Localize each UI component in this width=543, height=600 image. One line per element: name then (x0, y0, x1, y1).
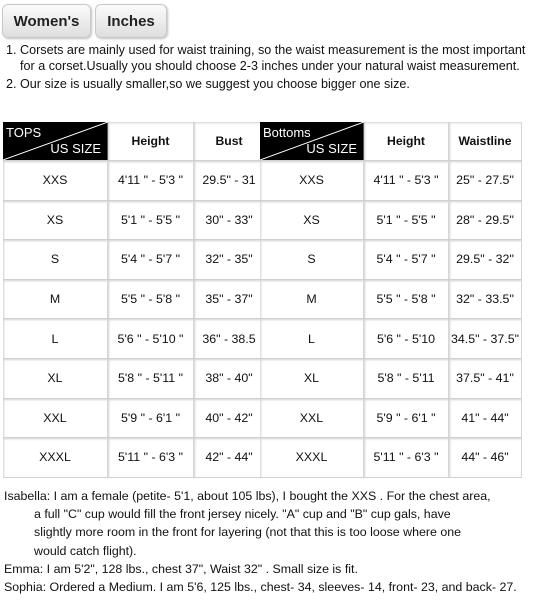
unit-tabs (2, 4, 167, 38)
measure-cell: 29.5" - 31 (194, 161, 265, 200)
size-cell: XXL (3, 399, 108, 438)
bust-header: Bust (194, 122, 265, 160)
height-cell: 5'1 " - 5'5 " (364, 201, 449, 240)
table-row (260, 359, 522, 399)
table-row (3, 201, 265, 241)
size-cell: L (260, 319, 364, 358)
table-row (260, 240, 522, 280)
table-row (3, 399, 265, 439)
measure-cell: 41" - 44" (449, 399, 522, 438)
height-cell: 5'9 " - 6'1 " (364, 399, 449, 438)
tops-size-table (3, 122, 265, 478)
tops-corner-header (3, 122, 108, 160)
height-cell: 5'5 " - 5'8 " (364, 280, 449, 319)
table-row (3, 161, 265, 201)
size-cell: XL (3, 359, 108, 398)
height-header: Height (364, 122, 449, 160)
size-cell: XXXL (3, 438, 108, 477)
table-row (260, 161, 522, 201)
size-cell: XXS (3, 161, 108, 200)
review-line: slightly more room in the front for layering (not that this is too loose where one (34, 525, 461, 540)
us-size-label: US SIZE (50, 141, 101, 156)
height-cell: 4'11 " - 5'3 " (364, 161, 449, 200)
measure-cell: 36" - 38.5 (194, 319, 265, 358)
table-row (3, 438, 265, 478)
review-isabella (4, 487, 542, 560)
measure-cell: 29.5" - 32" (449, 240, 522, 279)
height-cell: 5'4 " - 5'7 " (108, 240, 194, 279)
measure-cell: 38" - 40" (194, 359, 265, 398)
tab-inches[interactable]: Inches (95, 4, 167, 38)
table-row (3, 319, 265, 359)
note-text: Corsets are mainly used for waist training, so the waist measurement is the most important for a corset.Usually you should choose 2-3 inches under your natural waist measurement. (20, 43, 526, 73)
table-row (260, 399, 522, 439)
review-line: Isabella: I am a female (petite- 5'1, about 105 lbs), I bought the XXS . For the chest area, (4, 489, 491, 503)
note-number: 1. (6, 43, 17, 57)
table-row (260, 201, 522, 241)
height-cell: 5'6 " - 5'10 (364, 319, 449, 358)
size-cell: XXXL (260, 438, 364, 477)
size-cell: XL (260, 359, 364, 398)
review-emma: Emma: I am 5'2", 128 lbs., chest 37", Waist 32" . Small size is fit. (4, 561, 358, 576)
bottoms-corner-header (260, 122, 364, 160)
measure-cell: 30" - 33" (194, 201, 265, 240)
tops-label: TOPS (6, 125, 42, 140)
size-cell: XS (3, 201, 108, 240)
measure-cell: 44" - 46" (449, 438, 522, 477)
size-cell: S (3, 240, 108, 279)
measure-cell: 25" - 27.5" (449, 161, 522, 200)
height-cell: 5'1 " - 5'5 " (108, 201, 194, 240)
height-cell: 5'6 " - 5'10 " (108, 319, 194, 358)
height-cell: 5'5 " - 5'8 " (108, 280, 194, 319)
measure-cell: 40" - 42" (194, 399, 265, 438)
customer-reviews (4, 487, 542, 596)
note-item (6, 42, 538, 74)
tab-womens[interactable]: Women's (2, 4, 91, 38)
height-cell: 5'11 " - 6'3 " (364, 438, 449, 477)
review-line: a full "C" cup would fill the front jersey nicely. "A" cup and "B" cup gals, have (34, 507, 451, 522)
size-notes (6, 42, 538, 92)
size-cell: XS (260, 201, 364, 240)
table-row (3, 280, 265, 320)
size-cell: L (3, 319, 108, 358)
measure-cell: 37.5" - 41" (449, 359, 522, 398)
us-size-label: US SIZE (306, 141, 357, 156)
waistline-header: Waistline (449, 122, 522, 160)
measure-cell: 34.5" - 37.5" (449, 319, 522, 358)
height-cell: 5'4 " - 5'7 " (364, 240, 449, 279)
height-cell: 5'8 " - 5'11 " (108, 359, 194, 398)
table-header-row (260, 122, 522, 161)
height-cell: 5'11 " - 6'3 " (108, 438, 194, 477)
table-row (3, 359, 265, 399)
table-header-row (3, 122, 265, 161)
height-header: Height (108, 122, 194, 160)
size-cell: XXL (260, 399, 364, 438)
height-cell: 4'11 " - 5'3 " (108, 161, 194, 200)
size-cell: S (260, 240, 364, 279)
table-row (260, 280, 522, 320)
size-cell: M (260, 280, 364, 319)
note-item (6, 76, 538, 92)
measure-cell: 32" - 35" (194, 240, 265, 279)
measure-cell: 28" - 29.5" (449, 201, 522, 240)
height-cell: 5'9 " - 6'1 " (108, 399, 194, 438)
note-text: Our size is usually smaller,so we suggest you choose bigger one size. (20, 77, 410, 91)
measure-cell: 32" - 33.5" (449, 280, 522, 319)
review-line: would catch flight). (34, 543, 137, 558)
size-cell: M (3, 280, 108, 319)
measure-cell: 42" - 44" (194, 438, 265, 477)
size-cell: XXS (260, 161, 364, 200)
bottoms-label: Bottoms (263, 125, 311, 140)
review-sophia: Sophia: Ordered a Medium. I am 5'6, 125 lbs., chest- 34, sleeves- 14, front- 23, and back- 27. (4, 580, 517, 595)
table-row (260, 319, 522, 359)
bottoms-size-table (260, 122, 522, 478)
height-cell: 5'8 " - 5'11 (364, 359, 449, 398)
table-row (260, 438, 522, 478)
note-number: 2. (6, 77, 17, 91)
table-row (3, 240, 265, 280)
measure-cell: 35" - 37" (194, 280, 265, 319)
